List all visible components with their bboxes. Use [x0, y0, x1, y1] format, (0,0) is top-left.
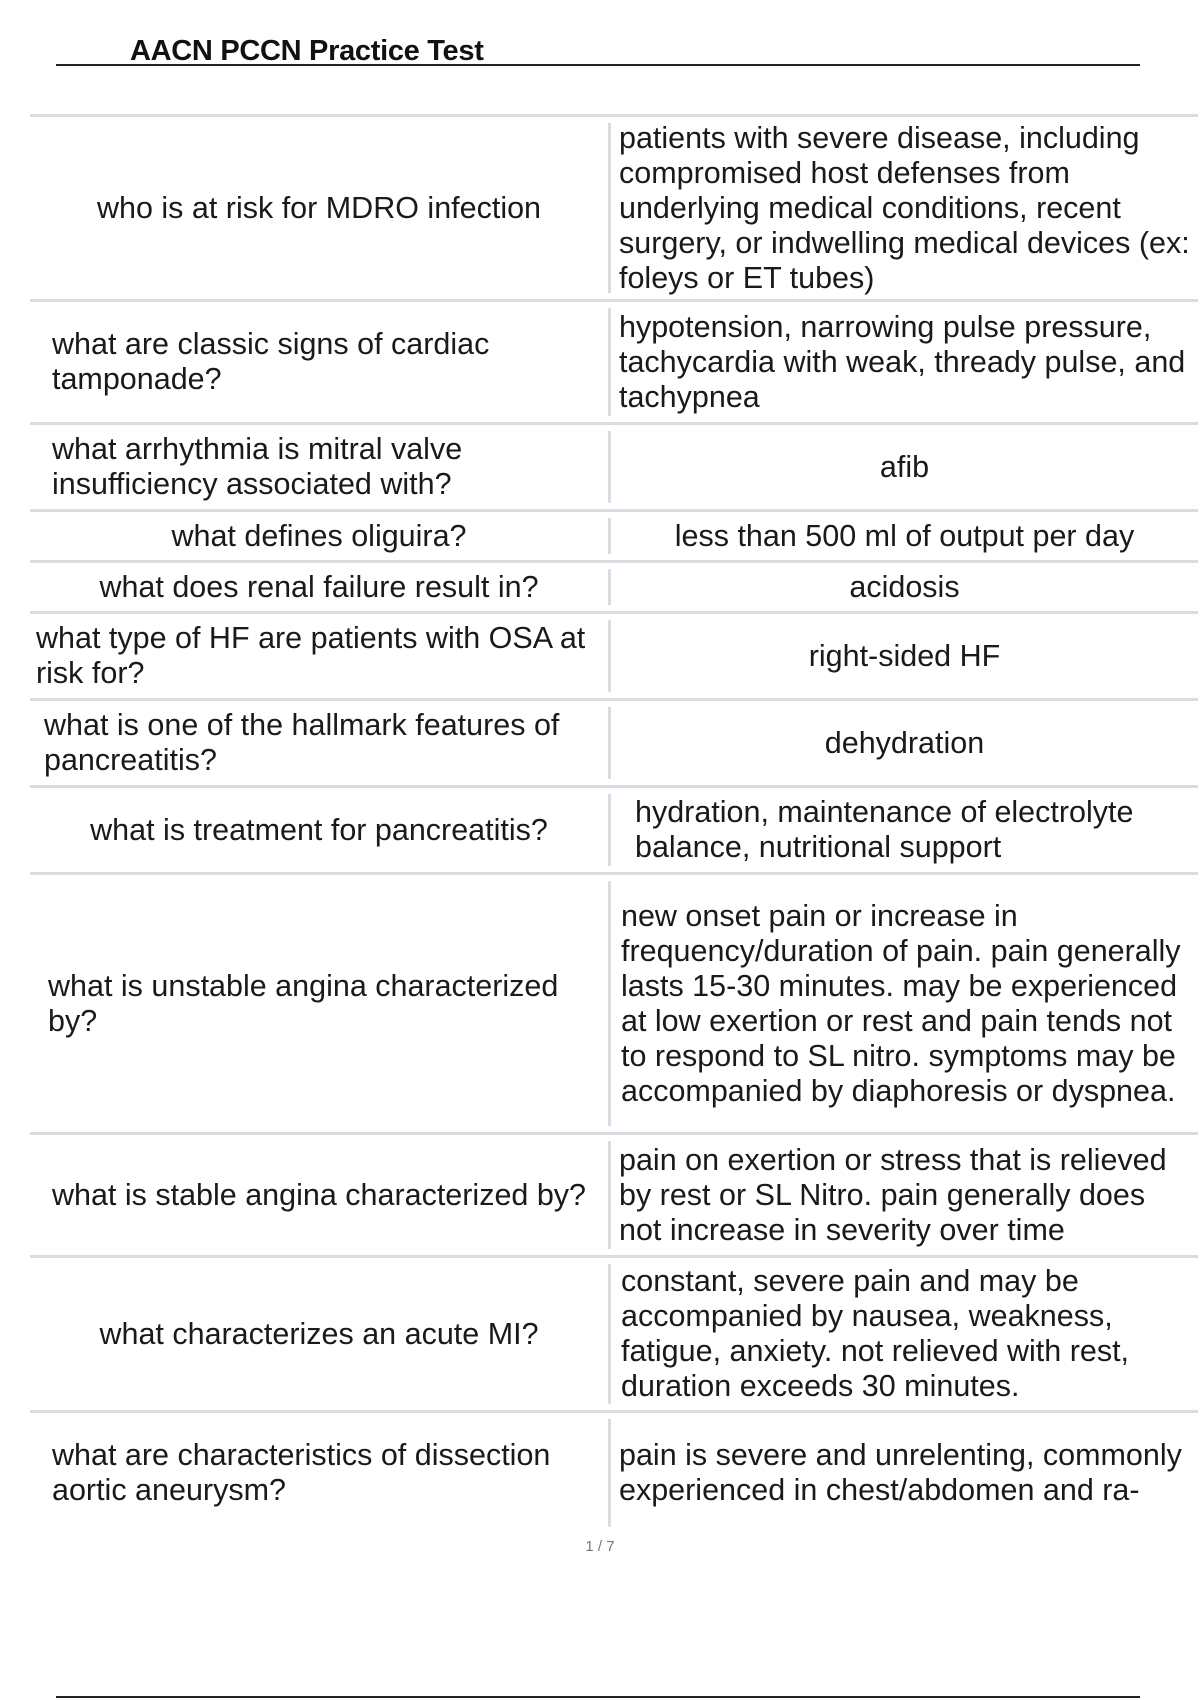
question-cell: what are characteristics of dissection aortic aneurysm? [52, 1438, 551, 1507]
table-row [30, 1135, 1198, 1258]
table-row [30, 788, 1198, 875]
question-cell: what does renal failure result in? [99, 569, 539, 604]
question-cell: who is at risk for MDRO infection [96, 190, 542, 225]
question-cell: what type of HF are patients with OSA at risk for? [36, 621, 586, 690]
answer-cell: afib [608, 431, 1198, 503]
table-row [30, 1258, 1198, 1413]
question-cell: what is treatment for pancreatitis? [90, 812, 548, 847]
answer-cell: pain is severe and unrelenting, commonly experienced in chest/abdomen and ra- [608, 1419, 1198, 1527]
question-cell: what is unstable angina characterized by? [48, 968, 559, 1038]
answer-cell: new onset pain or increase in frequency/duration of pain. pain generally lasts 15-30 minutes. may be experienced at low exertion or rest and pain tends not to respond to SL nitro. symptoms may be accompanied by diaphoresis or dyspnea. [608, 881, 1198, 1126]
table-row [30, 302, 1198, 425]
answer-cell: less than 500 ml of output per day [608, 518, 1198, 554]
page-number: 1 / 7 [585, 1538, 615, 1555]
question-cell: what are classic signs of cardiac tamponade? [52, 327, 490, 396]
table-row [30, 117, 1198, 302]
table-row [30, 512, 1198, 563]
question-cell: what arrhythmia is mitral valve insufficiency associated with? [52, 432, 463, 501]
page-header [56, 30, 1140, 66]
answer-cell: hypotension, narrowing pulse pressure, tachycardia with weak, thready pulse, and tachypnea [608, 308, 1198, 416]
table-row [30, 701, 1198, 788]
question-cell: what is stable angina characterized by? [51, 1177, 587, 1212]
table-row [30, 563, 1198, 614]
table-row [30, 425, 1198, 512]
question-cell: what is one of the hallmark features of pancreatitis? [44, 708, 560, 777]
flashcard-table [30, 114, 1198, 1533]
document-title: AACN PCCN Practice Test [130, 35, 484, 67]
answer-cell: acidosis [608, 569, 1198, 605]
answer-cell: pain on exertion or stress that is relieved by rest or SL Nitro. pain generally does not increase in severity over time [608, 1141, 1198, 1249]
table-row [30, 875, 1198, 1135]
answer-cell: patients with severe disease, including compromised host defenses from underlying medical conditions, recent surgery, or indwelling medical devices (ex: foleys or ET tubes) [608, 123, 1198, 293]
answer-cell: right-sided HF [608, 620, 1198, 692]
table-row [30, 1413, 1198, 1533]
question-cell: what characterizes an acute MI? [99, 1316, 539, 1351]
answer-cell: dehydration [608, 707, 1198, 779]
answer-cell: hydration, maintenance of electrolyte balance, nutritional support [608, 794, 1198, 866]
footer-rule [56, 1696, 1140, 1698]
question-cell: what defines oliguira? [171, 518, 467, 553]
table-row [30, 614, 1198, 701]
answer-cell: constant, severe pain and may be accompanied by nausea, weakness, fatigue, anxiety. not relieved with rest, duration exceeds 30 minutes. [608, 1264, 1198, 1404]
